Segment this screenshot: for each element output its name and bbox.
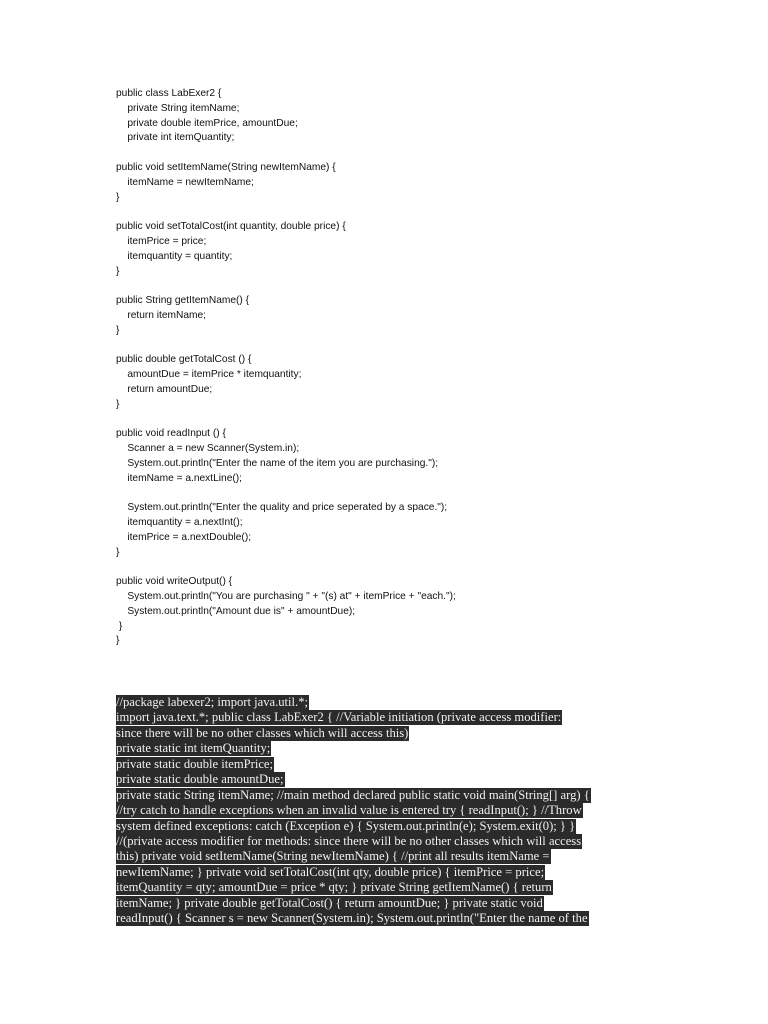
- highlighted-line-text: itemQuantity = qty; amountDue = price * qty; } private String getItemName() { return: [116, 880, 552, 895]
- code-line: itemName = newItemName;: [116, 176, 254, 188]
- code-line: [116, 561, 716, 576]
- highlighted-line-text: import java.text.*; public class LabExer2 { //Variable initiation (private access modifier:: [116, 710, 562, 725]
- code-line: System.out.println("Enter the name of the item you are purchasing.");: [116, 457, 439, 469]
- highlighted-line: [116, 865, 676, 880]
- highlighted-line-text: //try catch to handle exceptions when an invalid value is entered try { readInput(); } //Throw: [116, 803, 582, 818]
- code-line: System.out.println("You are purchasing " + "(s) at" + itemPrice + "each.");: [116, 591, 456, 603]
- highlighted-line-text: itemName; } private double getTotalCost() { return amountDue; } private static void: [116, 895, 543, 910]
- highlighted-line: [116, 726, 676, 741]
- code-line: itemquantity = a.nextInt();: [116, 517, 243, 529]
- code-line: }: [116, 398, 120, 410]
- highlighted-line-text: readInput() { Scanner s = new Scanner(System.in); System.out.println("Enter the name of the: [116, 911, 588, 926]
- highlighted-line-text: newItemName; } private void setTotalCost(int qty, double price) { itemPrice = price;: [116, 864, 545, 879]
- highlighted-line-text: private static double itemPrice;: [116, 756, 274, 771]
- code-line: }: [116, 191, 120, 203]
- code-line: itemPrice = a.nextDouble();: [116, 531, 252, 543]
- highlighted-line: [116, 710, 676, 725]
- code-line: amountDue = itemPrice * itemquantity;: [116, 369, 302, 381]
- code-line: return itemName;: [116, 309, 207, 321]
- code-line: [116, 205, 716, 220]
- highlighted-line: [116, 772, 676, 787]
- code-line: System.out.println("Amount due is" + amountDue);: [116, 605, 356, 617]
- code-line: public double getTotalCost () {: [116, 354, 252, 366]
- highlighted-line-text: private static String itemName; //main method declared public static void main(String[] arg) {: [116, 787, 590, 802]
- highlighted-line-text: system defined exceptions: catch (Exception e) { System.out.println(e); System.exit(0); } }: [116, 818, 576, 833]
- highlighted-line: [116, 741, 676, 756]
- highlighted-line: [116, 849, 676, 864]
- code-line: System.out.println("Enter the quality and price seperated by a space.");: [116, 502, 448, 514]
- code-line: private double itemPrice, amountDue;: [116, 117, 298, 129]
- highlighted-line: [116, 896, 676, 911]
- code-line: public void setTotalCost(int quantity, double price) {: [116, 221, 346, 233]
- highlighted-line: [116, 819, 676, 834]
- code-line: public void readInput () {: [116, 428, 226, 440]
- code-line: return amountDue;: [116, 383, 213, 395]
- code-line: itemName = a.nextLine();: [116, 472, 242, 484]
- code-line: public String getItemName() {: [116, 295, 250, 307]
- highlighted-line: [116, 788, 676, 803]
- highlighted-line-text: private static double amountDue;: [116, 772, 284, 787]
- code-line: }: [116, 635, 120, 647]
- highlighted-line: [116, 834, 676, 849]
- code-line: [116, 146, 716, 161]
- highlighted-line-text: //(private access modifier for methods: since there will be no other classes which will access: [116, 833, 582, 848]
- highlighted-line-text: this) private void setItemName(String newItemName) { //print all results itemName =: [116, 849, 550, 864]
- code-line: [116, 279, 716, 294]
- code-line: itemquantity = quantity;: [116, 250, 233, 262]
- highlighted-line-text: private static int itemQuantity;: [116, 741, 271, 756]
- code-line: public void setItemName(String newItemName) {: [116, 161, 336, 173]
- code-line: }: [116, 546, 120, 558]
- code-line: }: [116, 265, 120, 277]
- code-line: [116, 413, 716, 428]
- highlighted-line: [116, 880, 676, 895]
- code-line: [116, 339, 716, 354]
- code-line: }: [116, 620, 123, 632]
- code-line: private String itemName;: [116, 102, 240, 114]
- highlighted-line-text: since there will be no other classes which will access this): [116, 725, 409, 740]
- highlighted-line: [116, 803, 676, 818]
- code-line: public void writeOutput() {: [116, 576, 233, 588]
- code-line: }: [116, 324, 120, 336]
- code-line: Scanner a = new Scanner(System.in);: [116, 443, 300, 455]
- highlighted-line-text: //package labexer2; import java.util.*;: [116, 695, 308, 709]
- code-line: itemPrice = price;: [116, 235, 207, 247]
- highlighted-line: [116, 695, 676, 710]
- code-line: public class LabExer2 {: [116, 88, 222, 99]
- highlighted-code-block[interactable]: [116, 695, 676, 927]
- java-code-block: [116, 87, 716, 649]
- code-line: private int itemQuantity;: [116, 132, 235, 144]
- highlighted-line: [116, 757, 676, 772]
- code-line: [116, 487, 716, 502]
- highlighted-line: [116, 911, 676, 926]
